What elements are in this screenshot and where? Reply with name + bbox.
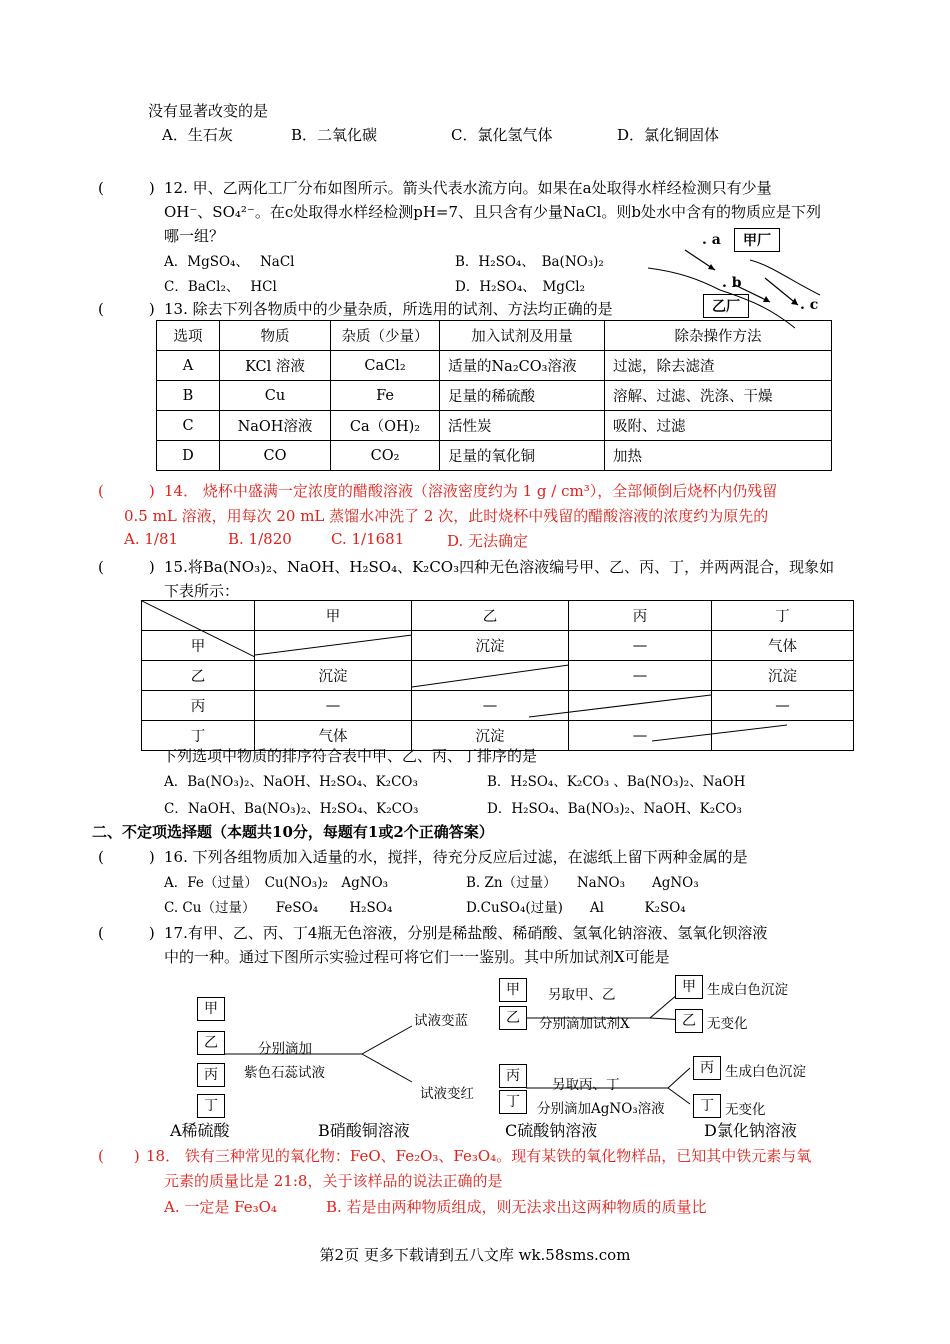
q15-paren: ( ) (98, 558, 155, 576)
q14-opt-a: A. 1/81 (124, 530, 179, 548)
bottom-result-1: 生成白色沉淀 (725, 1064, 806, 1080)
table-cell: 足量的稀硫酸 (440, 381, 605, 411)
table-cell: 沉淀 (712, 661, 854, 691)
table-cell: 适量的Na₂CO₃溶液 (440, 351, 605, 381)
table-cell: — (255, 691, 412, 721)
q16-opt-a: A．Fe（过量） Cu(NO₃)₂ AgNO₃ (164, 875, 389, 891)
point-c: . c (800, 297, 819, 313)
river-bank-line (750, 260, 820, 295)
table-header: 选项 (157, 321, 220, 351)
table-cell: KCl 溶液 (220, 351, 331, 381)
q13-paren: ( ) (98, 300, 155, 318)
bottle-yi-result: 乙 (675, 1009, 703, 1033)
q13-table (156, 320, 832, 471)
row-label: 丙 (142, 691, 255, 721)
table-row (142, 691, 854, 721)
table-cell: 气体 (712, 631, 854, 661)
table-cell: A (157, 351, 220, 381)
q17-line1: 17.有甲、乙、丙、丁4瓶无色溶液，分别是稀盐酸、稀硝酸、氢氧化钠溶液、氢氧化钡溶液 (164, 924, 768, 942)
arrow-head-icon (791, 298, 798, 305)
table-cell (412, 661, 569, 691)
table-cell: 沉淀 (412, 721, 569, 751)
table-cell: 吸附、过滤 (605, 411, 832, 441)
table-header: 杂质（少量） (331, 321, 440, 351)
bottle-yi-top: 乙 (499, 1006, 527, 1030)
q13-line: 13. 除去下列各物质中的少量杂质，所选用的试剂、方法均正确的是 (164, 300, 613, 318)
step1-top-label: 分别滴加 (258, 1041, 312, 1057)
table-cell: B (157, 381, 220, 411)
table-cell: — (569, 631, 712, 661)
q12-line3: 哪一组？ (164, 227, 225, 245)
point-a: . a (702, 232, 721, 248)
q12-opt-d: D．H₂SO₄、 MgCl₂ (455, 279, 586, 295)
top-result-2: 无变化 (707, 1016, 748, 1032)
q11-opt-a: A．生石灰 (162, 126, 233, 144)
section-heading: 二、不定项选择题（本题共10分，每题有1或2个正确答案） (92, 823, 494, 841)
table-cell: NaOH溶液 (220, 411, 331, 441)
table-row (157, 381, 832, 411)
q15-table (141, 600, 854, 751)
table-cell: Fe (331, 381, 440, 411)
page-footer: 第2页 更多下载请到五八文库 wk.58sms.com (319, 1246, 631, 1264)
bottle-ding-bottom: 丁 (499, 1090, 527, 1114)
table-header: 丁 (712, 601, 854, 631)
q15-line1: 15.将Ba(NO₃)₂、NaOH、H₂SO₄、K₂CO₃四种无色溶液编号甲、乙、丙、丁，并两两混合，现象如 (164, 558, 835, 576)
table-cell: 沉淀 (412, 631, 569, 661)
table-header-row (142, 601, 854, 631)
bottle-jia-top: 甲 (499, 978, 527, 1002)
q16-opt-c: C. Cu（过量） FeSO₄ H₂SO₄ (164, 900, 393, 916)
result-blue: 试液变蓝 (414, 1013, 468, 1029)
arrow-head-icon (708, 264, 715, 270)
table-cell: CO (220, 441, 331, 471)
table-cell (712, 721, 854, 751)
q17-opt-c: C硫酸钠溶液 (505, 1121, 598, 1140)
step1-bottom-label: 紫色石蕊试液 (244, 1065, 325, 1081)
row-label: 丁 (142, 721, 255, 751)
connector-line (668, 1068, 690, 1088)
connector-line (362, 1026, 412, 1054)
diagonal-line (142, 601, 255, 657)
q18-opt-a: A. 一定是 Fe₃O₄ (164, 1198, 277, 1216)
q17-opt-b: B硝酸铜溶液 (318, 1121, 410, 1140)
table-cell: 溶解、过滤、洗涤、干燥 (605, 381, 832, 411)
bottle-ding: 丁 (197, 1094, 225, 1118)
bottle-jia: 甲 (197, 997, 225, 1021)
q12-paren: ( ) (98, 179, 155, 197)
q15-opt-d: D．H₂SO₄、Ba(NO₃)₂、NaOH、K₂CO₃ (487, 801, 742, 817)
bottom-take-label: 另取丙、丁 (552, 1077, 620, 1093)
q18-line1: 18． 铁有三种常见的氧化物：FeO、Fe₂O₃、Fe₃O₄。现有某铁的氧化物样品，已知其中铁元素与氧 (146, 1147, 812, 1165)
table-header: 加入试剂及用量 (440, 321, 605, 351)
q15-question: 下列选项中物质的排序符合表中甲、乙、丙、丁排序的是 (162, 747, 538, 765)
table-header: 丙 (569, 601, 712, 631)
row-label: 甲 (142, 631, 255, 661)
table-cell: — (712, 691, 854, 721)
table-header-row (157, 321, 832, 351)
q14-opt-c: C. 1/1681 (331, 530, 405, 548)
q14-line1: 14． 烧杯中盛满一定浓度的醋酸溶液（溶液密度约为 1 g / cm³），全部倾倒后烧杯内仍残留 (164, 482, 778, 500)
q18-line2: 元素的质量比是 21:8，关于该样品的说法正确的是 (164, 1172, 503, 1190)
q11-opt-d: D．氯化铜固体 (617, 126, 720, 144)
q12-opt-a: A．MgSO₄、 NaCl (164, 254, 295, 270)
table-cell: 足量的氧化铜 (440, 441, 605, 471)
q14-paren: ( ) (98, 482, 155, 500)
table-row (157, 411, 832, 441)
q14-line2: 0.5 mL 溶液，用每次 20 mL 蒸馏水冲洗了 2 次，此时烧杯中残留的醋酸溶液的浓度约为原先的 (124, 507, 769, 525)
top-add-label: 分别滴加试剂X (539, 1016, 630, 1032)
q17-line2: 中的一种。通过下图所示实验过程可将它们一一鉴别。其中所加试剂X可能是 (164, 948, 670, 966)
table-row (157, 351, 832, 381)
table-cell: CaCl₂ (331, 351, 440, 381)
q18-opt-b: B. 若是由两种物质组成，则无法求出这两种物质的质量比 (326, 1198, 707, 1216)
table-cell: Ca（OH)₂ (331, 411, 440, 441)
q12-line1: 12. 甲、乙两化工厂分布如图所示。箭头代表水流方向。如果在a处取得水样经检测只有少量 (164, 179, 772, 197)
q15-line2: 下表所示： (164, 582, 240, 600)
q12-opt-c: C．BaCl₂、 HCl (164, 279, 277, 295)
table-cell: 活性炭 (440, 411, 605, 441)
bottle-jia-result: 甲 (675, 975, 703, 999)
connector-line (668, 1088, 690, 1104)
bottom-add-label: 分别滴加AgNO₃溶液 (537, 1101, 665, 1117)
bottom-result-2: 无变化 (725, 1102, 766, 1118)
q16-line: 16. 下列各组物质加入适量的水，搅拌，待充分反应后过滤，在滤纸上留下两种金属的是 (164, 848, 748, 866)
table-cell: — (569, 721, 712, 751)
bottle-yi: 乙 (197, 1031, 225, 1055)
q16-paren: ( ) (98, 848, 155, 866)
table-header: 除杂操作方法 (605, 321, 832, 351)
top-take-label: 另取甲、乙 (548, 987, 616, 1003)
result-red: 试液变红 (420, 1086, 474, 1102)
bottle-bing-result: 丙 (693, 1056, 721, 1080)
table-header: 乙 (412, 601, 569, 631)
q12-opt-b: B．H₂SO₄、 Ba(NO₃)₂ (455, 254, 604, 270)
q11-opt-b: B．二氧化碳 (291, 126, 378, 144)
table-cell: 加热 (605, 441, 832, 471)
factory-jia-box: 甲厂 (734, 228, 780, 252)
diagonal-corner-cell (142, 601, 255, 631)
q17-opt-d: D氯化钠溶液 (704, 1121, 797, 1140)
q16-opt-b: B. Zn（过量） NaNO₃ AgNO₃ (466, 875, 699, 891)
q11-opt-c: C．氯化氢气体 (451, 126, 553, 144)
table-cell: Cu (220, 381, 331, 411)
connector-line (362, 1054, 412, 1082)
table-header: 物质 (220, 321, 331, 351)
slash-line (652, 721, 787, 750)
point-b: . b (722, 275, 742, 291)
q18-paren: ( ) (98, 1147, 140, 1165)
table-header: 甲 (255, 601, 412, 631)
q15-opt-c: C．NaOH、Ba(NO₃)₂、H₂SO₄、K₂CO₃ (164, 801, 419, 817)
table-cell: 气体 (255, 721, 412, 751)
q12-line2: OH⁻、SO₄²⁻。在c处取得水样经检测pH=7、且只含有少量NaCl。则b处水中含有的物质应是下列 (164, 203, 821, 221)
q15-opt-b: B．H₂SO₄、K₂CO₃ 、Ba(NO₃)₂、NaOH (487, 774, 746, 790)
q16-opt-d: D.CuSO₄(过量) Al K₂SO₄ (466, 900, 686, 916)
table-cell: CO₂ (331, 441, 440, 471)
q14-opt-b: B. 1/820 (228, 530, 292, 548)
table-row (142, 661, 854, 691)
table-cell: D (157, 441, 220, 471)
table-cell: — (569, 661, 712, 691)
table-cell (569, 691, 712, 721)
q14-opt-d: D. 无法确定 (447, 532, 529, 550)
q11-line: 没有显著改变的是 (148, 102, 269, 120)
table-row (157, 441, 832, 471)
factory-yi-box: 乙厂 (703, 294, 749, 318)
bottle-bing-bottom: 丙 (499, 1064, 527, 1088)
bottle-bing: 丙 (197, 1063, 225, 1087)
table-cell (255, 631, 412, 661)
table-cell: — (412, 691, 569, 721)
table-cell: 过滤，除去滤渣 (605, 351, 832, 381)
table-cell: C (157, 411, 220, 441)
slash-line (412, 661, 569, 690)
slash-line (255, 631, 412, 660)
slash-line (529, 691, 711, 720)
q17-opt-a: A稀硫酸 (170, 1121, 230, 1140)
bottle-ding-result: 丁 (693, 1094, 721, 1118)
top-result-1: 生成白色沉淀 (707, 982, 788, 998)
table-cell: 沉淀 (255, 661, 412, 691)
q17-paren: ( ) (98, 924, 155, 942)
q15-opt-a: A．Ba(NO₃)₂、NaOH、H₂SO₄、K₂CO₃ (164, 774, 418, 790)
row-label: 乙 (142, 661, 255, 691)
